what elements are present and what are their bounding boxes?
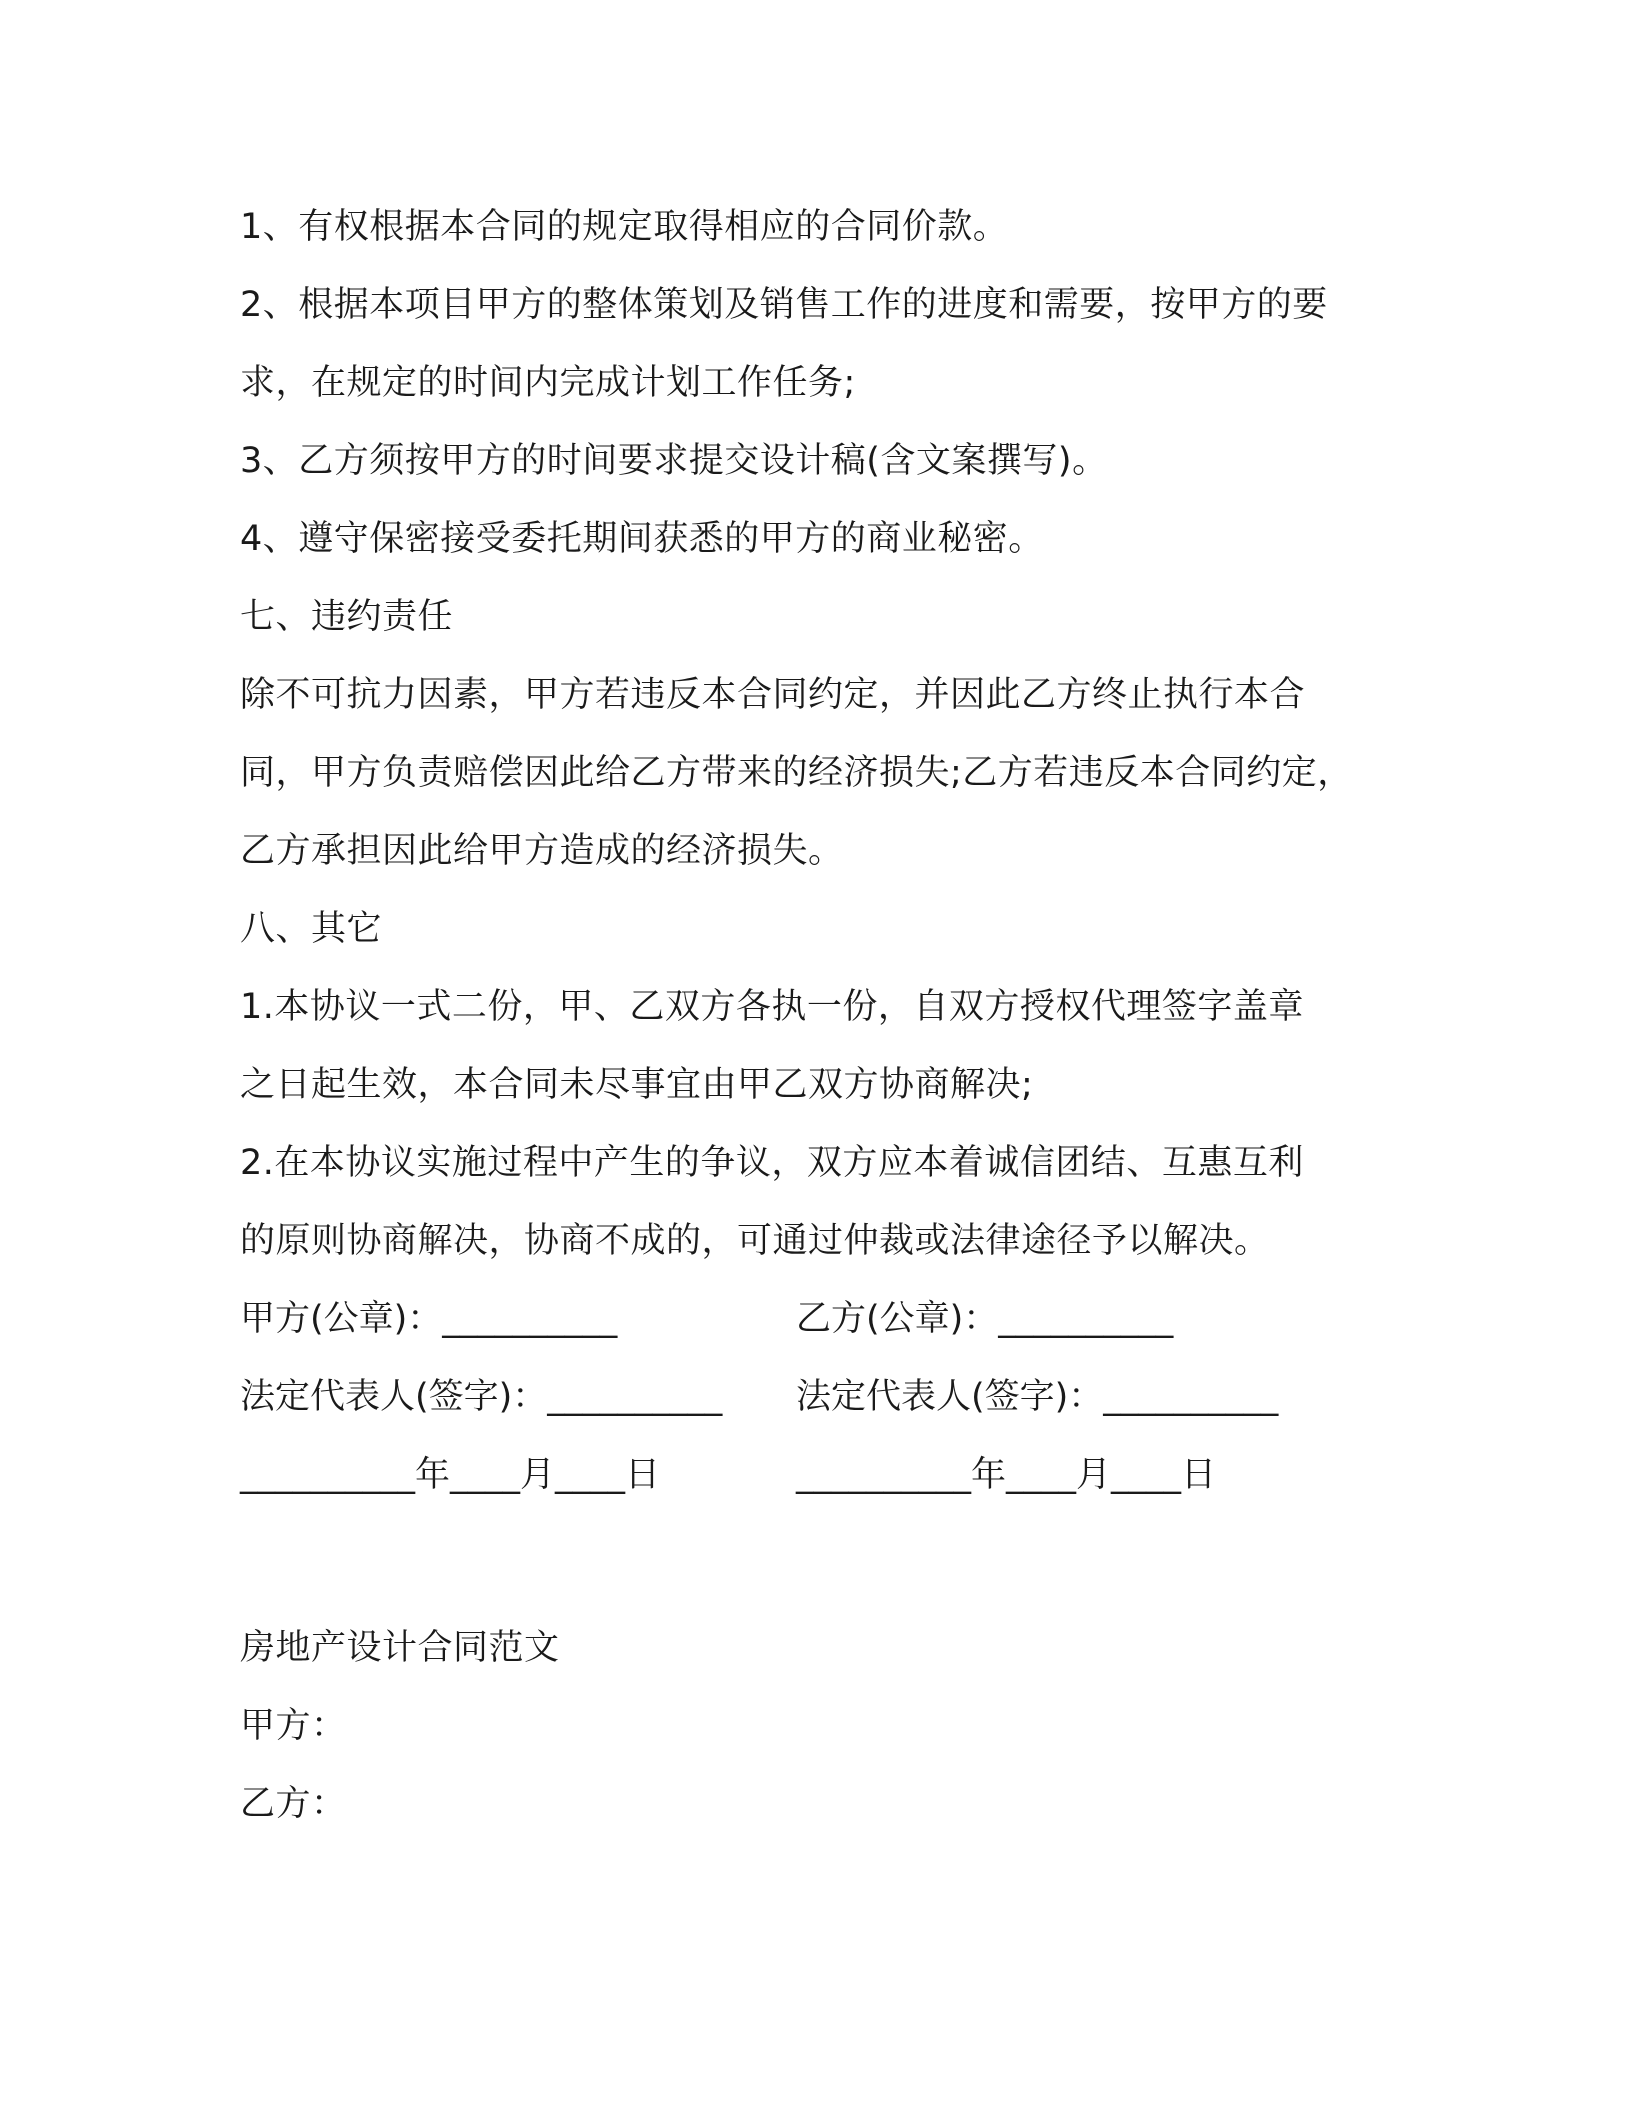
section-heading-other: 八、其它 [240, 909, 383, 949]
clause-2-line-2: 求，在规定的时间内完成计划工作任务; [240, 363, 856, 403]
other-clause-2-line-1: 2.在本协议实施过程中产生的争议，双方应本着诚信团结、互惠互利 [240, 1143, 1304, 1183]
party-b-representative-field: 法定代表人(签字)：__________ [796, 1377, 1279, 1417]
party-b-date-field: __________年____月____日 [796, 1455, 1217, 1495]
other-clause-1-line-1: 1.本协议一式二份，甲、乙双方各执一份，自双方授权代理签字盖章 [240, 987, 1304, 1027]
party-a-representative-field: 法定代表人(签字)：__________ [240, 1377, 723, 1417]
signature-representative-row [240, 1358, 1400, 1436]
party-a-seal-field: 甲方(公章)：__________ [240, 1299, 618, 1339]
document-content [240, 188, 1400, 1843]
signature-seal-row [240, 1280, 1400, 1358]
clause-3: 3、乙方须按甲方的时间要求提交设计稿(含文案撰写)。 [240, 441, 1108, 481]
section-spacer [240, 1514, 1400, 1609]
breach-text-line-3: 乙方承担因此给甲方造成的经济损失。 [240, 831, 844, 871]
other-clause-1-line-2: 之日起生效，本合同未尽事宜由甲乙双方协商解决; [240, 1065, 1034, 1105]
party-b-label: 乙方： [240, 1784, 347, 1824]
party-a-date-field: __________年____月____日 [240, 1455, 661, 1495]
clause-2-line-1: 2、根据本项目甲方的整体策划及销售工作的进度和需要，按甲方的要 [240, 285, 1328, 325]
document-title: 房地产设计合同范文 [240, 1628, 560, 1668]
breach-text-line-1: 除不可抗力因素，甲方若违反本合同约定，并因此乙方终止执行本合 [240, 675, 1306, 715]
section-heading-breach: 七、违约责任 [240, 597, 454, 637]
party-a-label: 甲方： [240, 1706, 347, 1746]
party-b-seal-field: 乙方(公章)：__________ [796, 1299, 1174, 1339]
other-clause-2-line-2: 的原则协商解决，协商不成的，可通过仲裁或法律途径予以解决。 [240, 1221, 1270, 1261]
clause-1: 1、有权根据本合同的规定取得相应的合同价款。 [240, 207, 1009, 247]
signature-date-row [240, 1436, 1400, 1514]
clause-4: 4、遵守保密接受委托期间获悉的甲方的商业秘密。 [240, 519, 1044, 559]
breach-text-line-2: 同，甲方负责赔偿因此给乙方带来的经济损失;乙方若违反本合同约定， [240, 753, 1353, 793]
